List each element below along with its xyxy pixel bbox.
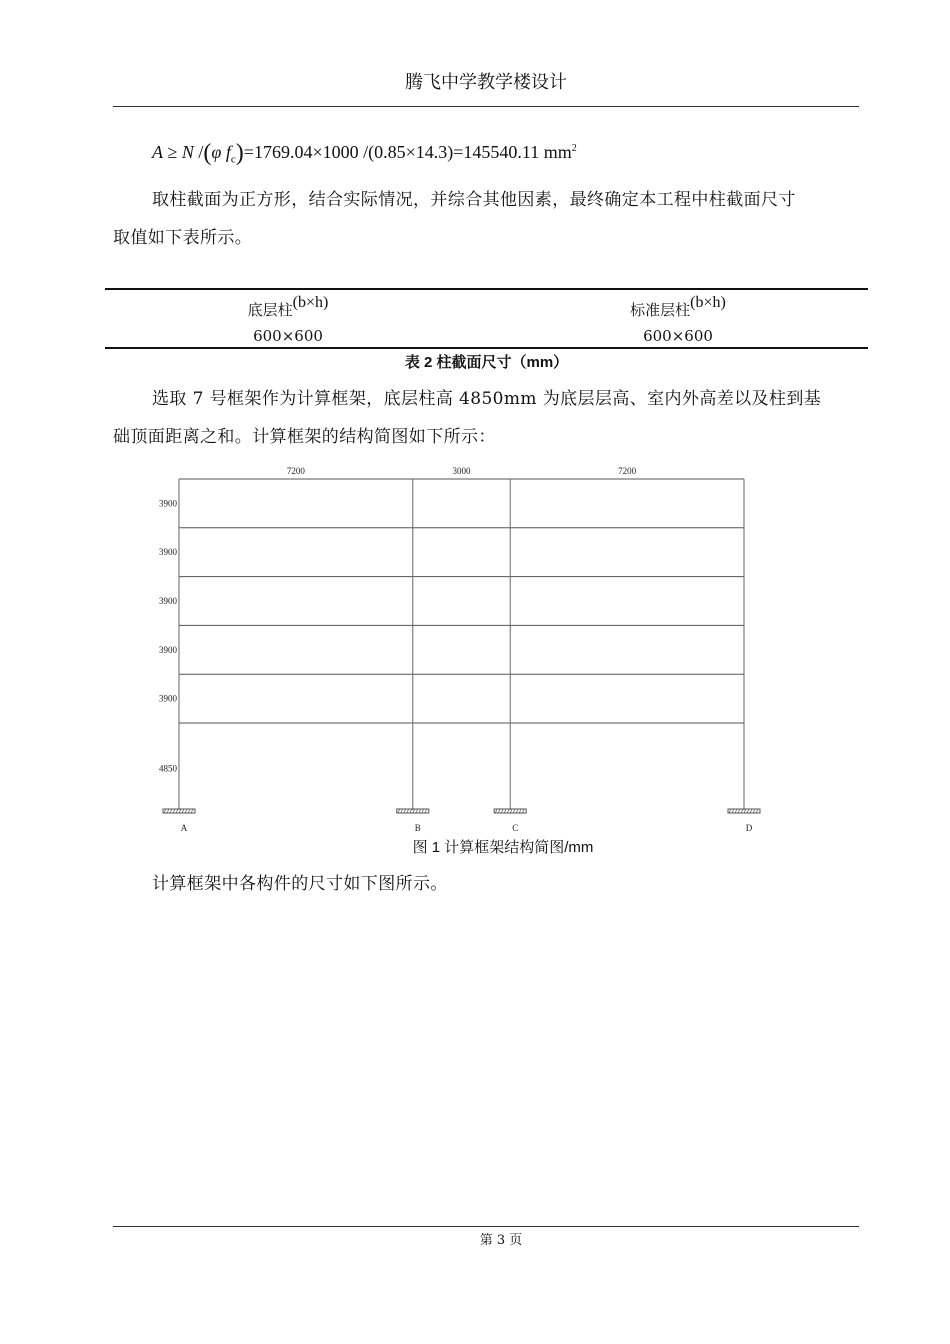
paragraph-1-line-2: 取值如下表所示。 xyxy=(113,228,253,248)
span-label: 3000 xyxy=(452,466,471,476)
support-hatch xyxy=(191,809,193,813)
support-hatch xyxy=(164,809,166,813)
support-hatch xyxy=(404,809,406,813)
support-hatch xyxy=(522,809,524,813)
paragraph-2-line-2: 础顶面距离之和。计算框架的结构简图如下所示： xyxy=(113,427,496,447)
support-hatch xyxy=(498,809,500,813)
storey-height-label: 3900 xyxy=(159,547,177,558)
table-caption: 表 2 柱截面尺寸（mm） xyxy=(404,354,569,371)
support-hatch xyxy=(501,809,503,813)
support-hatch xyxy=(516,809,518,813)
support-hatch xyxy=(401,809,403,813)
support-hatch xyxy=(419,809,421,813)
column-header: 标准层柱 xyxy=(630,301,691,319)
support-hatch xyxy=(741,809,743,813)
column-formula: (b×h) xyxy=(292,294,329,311)
column-formula: (b×h) xyxy=(690,294,726,311)
formula-symbol: A xyxy=(152,142,163,162)
support-hatch xyxy=(738,809,740,813)
formula-superscript: 2 xyxy=(571,143,577,154)
support-hatch xyxy=(170,809,172,813)
storey-height-label: 4850 xyxy=(159,763,177,774)
formula-symbol: / xyxy=(198,142,204,162)
support-hatch xyxy=(747,809,749,813)
support-hatch xyxy=(422,809,424,813)
figure-caption: 图 1 计算框架结构简图/mm xyxy=(412,839,594,856)
storey-height-label: 3900 xyxy=(159,693,177,704)
page-number: 第 3 页 xyxy=(479,1233,523,1248)
paragraph-1-line-1: 取柱截面为正方形，结合实际情况，并综合其他因素，最终确定本工程中柱截面尺寸 xyxy=(152,190,796,210)
table-cell-standard-column: 600×600 xyxy=(643,327,713,345)
support-hatch xyxy=(407,809,409,813)
formula-symbol: φ xyxy=(211,142,222,162)
storey-height-label: 3900 xyxy=(159,498,177,509)
formula-symbol: ≥ xyxy=(167,142,178,162)
column-header: 底层柱 xyxy=(247,301,293,319)
page-header-title: 腾飞中学教学楼设计 xyxy=(405,72,567,93)
support-hatch xyxy=(729,809,731,813)
support-hatch xyxy=(425,809,427,813)
support-hatch xyxy=(750,809,752,813)
support-hatch xyxy=(173,809,175,813)
table-cell-ground-column: 600×600 xyxy=(253,327,323,345)
support-hatch xyxy=(188,809,190,813)
support-hatch xyxy=(410,809,412,813)
formula-subscript: c xyxy=(230,153,236,166)
support-hatch xyxy=(398,809,400,813)
support-hatch xyxy=(735,809,737,813)
support-hatch xyxy=(732,809,734,813)
support-hatch xyxy=(495,809,497,813)
support-hatch xyxy=(167,809,169,813)
support-hatch xyxy=(519,809,521,813)
support-hatch xyxy=(756,809,758,813)
span-label: 7200 xyxy=(618,466,637,476)
paragraph-2-line-1: 选取 7 号框架作为计算框架，底层柱高 4850mm 为底层层高、室内外高差以及柱到基 xyxy=(152,389,822,409)
paragraph-3: 计算框架中各构件的尺寸如下图所示。 xyxy=(152,874,448,894)
support-hatch xyxy=(513,809,515,813)
formula-symbol: f xyxy=(225,142,231,162)
support-hatch xyxy=(176,809,178,813)
area-formula: A ≥ N /(φ $f_c)=1769.04\times 1000$ /(0.85×14.3)=145540.11 $mm^2$ xyxy=(152,140,577,166)
support-hatch xyxy=(507,809,509,813)
support-hatch xyxy=(185,809,187,813)
axis-label: D xyxy=(745,823,753,833)
formula-symbol: N xyxy=(181,142,194,162)
axis-label: A xyxy=(180,823,188,833)
support-hatch xyxy=(504,809,506,813)
support-hatch xyxy=(416,809,418,813)
span-label: 7200 xyxy=(286,466,305,476)
axis-label: C xyxy=(512,823,519,833)
formula-result: =1769.04×1000 /(0.85×14.3)=145540.11 mm xyxy=(243,142,572,162)
footer-rule xyxy=(113,1226,859,1227)
axis-label: B xyxy=(414,823,421,833)
storey-height-label: 3900 xyxy=(159,596,177,606)
storey-height-label: 3900 xyxy=(159,644,177,655)
support-hatch xyxy=(753,809,755,813)
support-hatch xyxy=(182,809,184,813)
